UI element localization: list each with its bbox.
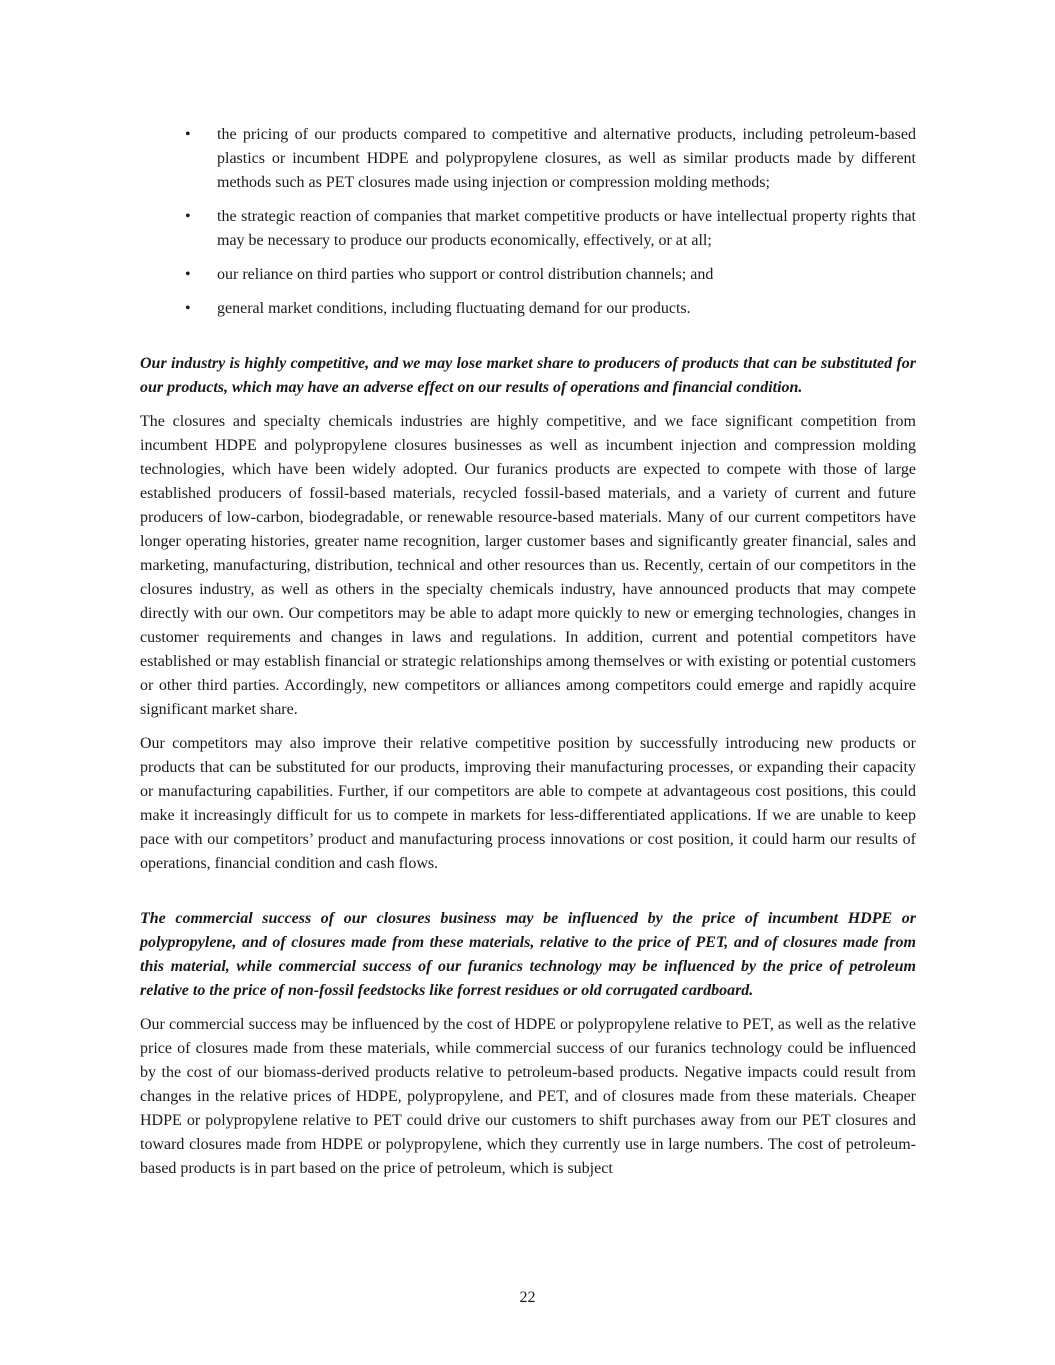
- bullet-text: the pricing of our products compared to competitive and alternative products, including petroleum-based plastics or incumbent HDPE and polypropylene closures, as well as similar products made by different methods such as PET closures made using injection or compression molding methods;: [217, 126, 916, 191]
- section-heading-commercial-success: The commercial success of our closures business may be influenced by the price of incumbent HDPE or polypropylene, and of closures made from these materials, relative to the price of PET, and of closures made from this material, while commercial success of our furanics technology may be influenced by the price of petroleum relative to the price of non-fossil feedstocks like forrest residues or old corrugated cardboard.: [140, 910, 916, 999]
- bullet-item: [140, 205, 916, 253]
- bullet-item: [140, 297, 916, 321]
- section-heading-competition: Our industry is highly competitive, and we may lose market share to producers of products that can be substituted for our products, which may have an adverse effect on our results of operations and financial condition.: [140, 355, 916, 396]
- bullet-dot-icon: •: [185, 266, 191, 283]
- paragraph-competition-1: The closures and specialty chemicals industries are highly competitive, and we face significant competition from incumbent HDPE and polypropylene closures businesses as well as incumbent injection and compression molding technologies, which have been widely adopted. Our furanics products are expected to compete with those of large established producers of fossil-based materials, recycled fossil-based materials, and a variety of current and future producers of low-carbon, biodegradable, or renewable resource-based materials. Many of our current competitors have longer operating histories, greater name recognition, larger customer bases and significantly greater financial, sales and marketing, manufacturing, distribution, technical and other resources than us. Recently, certain of our competitors in the closures industry, as well as others in the specialty chemicals industry, have announced products that may compete directly with our own. Our competitors may be able to adapt more quickly to new or emerging technologies, changes in customer requirements and changes in laws and regulations. In addition, current and potential competitors have established or may establish financial or strategic relationships among themselves or with existing or potential customers or other third parties. Accordingly, new competitors or alliances among competitors could emerge and rapidly acquire significant market share.: [140, 413, 916, 718]
- bullet-list: [140, 123, 916, 321]
- bullet-text: the strategic reaction of companies that market competitive products or have intellectual property rights that may be necessary to produce our products economically, effectively, or at all;: [217, 208, 916, 249]
- page-number: 22: [519, 1289, 536, 1306]
- bullet-dot-icon: •: [185, 126, 191, 143]
- bullet-dot-icon: •: [185, 300, 191, 317]
- bullet-text: our reliance on third parties who support or control distribution channels; and: [217, 266, 714, 283]
- paragraph-commercial-success-1: Our commercial success may be influenced by the cost of HDPE or polypropylene relative to PET, as well as the relative price of closures made from these materials, while commercial success of our furanics technology could be influenced by the cost of our biomass-derived products relative to petroleum-based products. Negative impacts could result from changes in the relative prices of HDPE, polypropylene, and PET, and of closures made from these materials. Cheaper HDPE or polypropylene relative to PET could drive our customers to shift purchases away from our PET closures and toward closures made from HDPE or polypropylene, which they currently use in large numbers. The cost of petroleum-based products is in part based on the price of petroleum, which is subject: [140, 1016, 916, 1177]
- bullet-item: [140, 263, 916, 287]
- bullet-dot-icon: •: [185, 208, 191, 225]
- document-page: [140, 123, 916, 1191]
- paragraph-competition-2: Our competitors may also improve their relative competitive position by successfully introducing new products or products that can be substituted for our products, improving their manufacturing processes, or expanding their capacity or manufacturing capabilities. Further, if our competitors are able to compete at advantageous cost positions, this could make it increasingly difficult for us to compete in markets for less-differentiated applications. If we are unable to keep pace with our competitors’ product and manufacturing process innovations or cost position, it could harm our results of operations, financial condition and cash flows.: [140, 735, 916, 872]
- bullet-item: [140, 123, 916, 195]
- bullet-text: general market conditions, including fluctuating demand for our products.: [217, 300, 691, 317]
